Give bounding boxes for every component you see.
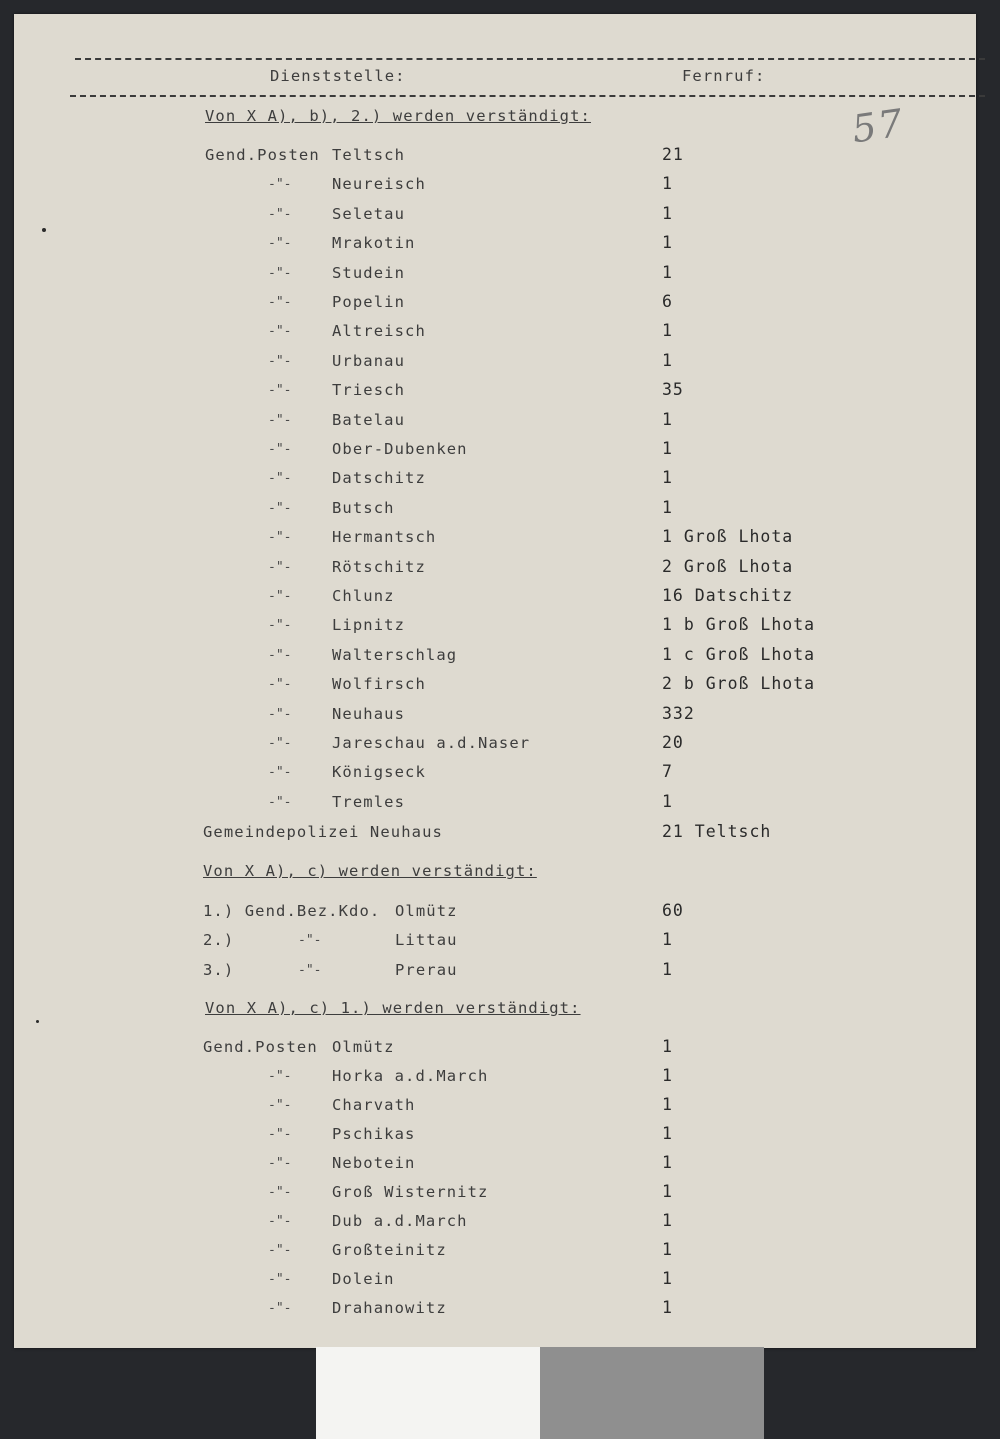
phone-number: 20	[662, 733, 684, 752]
ditto-mark: -"-	[268, 1156, 292, 1171]
phone-number: 1	[662, 351, 673, 370]
station-name: Mrakotin	[332, 234, 416, 252]
phone-number: 1	[662, 498, 673, 517]
ditto-mark: -"-	[268, 1243, 292, 1258]
station-name: Dub a.d.March	[332, 1212, 468, 1230]
ditto-mark: -"-	[268, 765, 292, 780]
phone-number: 35	[662, 380, 684, 399]
station-name: Olmütz	[332, 1038, 395, 1056]
station-name: Lipnitz	[332, 616, 406, 634]
ditto-mark: -"-	[268, 413, 292, 428]
top-rule	[75, 58, 985, 60]
unit-type-label: Gend.Posten	[203, 1038, 318, 1056]
station-name: Horka a.d.March	[332, 1067, 489, 1085]
phone-number: 1	[662, 1153, 673, 1172]
station-name: Datschitz	[332, 469, 426, 487]
section-heading: Von X A), c) 1.) werden verständigt:	[205, 999, 581, 1017]
phone-number: 7	[662, 762, 673, 781]
phone-number: 1	[662, 1182, 673, 1201]
phone-number: 6	[662, 292, 673, 311]
station-name: Rötschitz	[332, 558, 426, 576]
color-card-grey	[540, 1347, 764, 1439]
paper-speck	[36, 1020, 39, 1023]
phone-number: 1	[662, 1124, 673, 1143]
ditto-mark: -"-	[268, 471, 292, 486]
phone-number: 1	[662, 468, 673, 487]
ditto-mark: -"-	[268, 795, 292, 810]
ditto-mark: -"-	[268, 354, 292, 369]
ditto-mark: -"-	[268, 707, 292, 722]
phone-number: 16 Datschitz	[662, 586, 794, 605]
station-name: Batelau	[332, 411, 406, 429]
district-lead: 2.)	[203, 931, 235, 949]
document-page	[14, 14, 976, 1348]
phone-number: 2 b Groß Lhota	[662, 674, 816, 693]
ditto-mark: -"-	[268, 736, 292, 751]
phone-number: 1 Groß Lhota	[662, 527, 794, 546]
phone-number: 1	[662, 1037, 673, 1056]
ditto-mark: -"-	[268, 442, 292, 457]
header-dienststelle: Dienststelle:	[270, 67, 406, 85]
phone-number: 1	[662, 792, 673, 811]
ditto-mark: -"-	[268, 236, 292, 251]
phone-number: 2 Groß Lhota	[662, 557, 794, 576]
ditto-mark: -"-	[268, 324, 292, 339]
phone-number: 1	[662, 410, 673, 429]
section-heading: Von X A), b), 2.) werden verständigt:	[205, 107, 591, 125]
phone-number: 1	[662, 1298, 673, 1317]
station-name: Neuhaus	[332, 705, 406, 723]
ditto-mark: -"-	[268, 207, 292, 222]
ditto-mark: -"-	[268, 618, 292, 633]
header-rule	[70, 95, 985, 97]
district-name: Olmütz	[395, 902, 458, 920]
ditto-mark: -"-	[268, 1272, 292, 1287]
phone-number: 1	[662, 1095, 673, 1114]
phone-number: 1	[662, 233, 673, 252]
station-name: Popelin	[332, 293, 406, 311]
station-name: Charvath	[332, 1096, 416, 1114]
phone-number: 1	[662, 263, 673, 282]
ditto-mark: -"-	[268, 266, 292, 281]
phone-number: 21	[662, 145, 684, 164]
paper-speck	[42, 228, 46, 232]
ditto-mark: -"-	[268, 530, 292, 545]
header-fernruf: Fernruf:	[682, 67, 766, 85]
station-name: Neureisch	[332, 175, 426, 193]
trailer-name: Gemeindepolizei Neuhaus	[203, 823, 443, 841]
phone-number: 1	[662, 204, 673, 223]
ditto-mark: -"-	[268, 1098, 292, 1113]
ditto-mark: -"-	[268, 1127, 292, 1142]
district-name: Prerau	[395, 961, 458, 979]
phone-number: 332	[662, 704, 695, 723]
station-name: Butsch	[332, 499, 395, 517]
station-name: Ober-Dubenken	[332, 440, 468, 458]
station-name: Chlunz	[332, 587, 395, 605]
station-name: Großteinitz	[332, 1241, 447, 1259]
station-name: Walterschlag	[332, 646, 458, 664]
station-name: Urbanau	[332, 352, 406, 370]
district-name: Littau	[395, 931, 458, 949]
phone-number: 1	[662, 1211, 673, 1230]
ditto-mark: -"-	[268, 648, 292, 663]
ditto-mark: -"-	[268, 177, 292, 192]
ditto-mark: -"-	[268, 501, 292, 516]
ditto-mark: -"-	[268, 1301, 292, 1316]
station-name: Königseck	[332, 763, 426, 781]
station-name: Triesch	[332, 381, 406, 399]
station-name: Teltsch	[332, 146, 406, 164]
station-name: Tremles	[332, 793, 406, 811]
station-name: Pschikas	[332, 1125, 416, 1143]
color-card-white	[316, 1347, 540, 1439]
phone-number: 1 b Groß Lhota	[662, 615, 816, 634]
ditto-mark: -"-	[268, 383, 292, 398]
station-name: Nebotein	[332, 1154, 416, 1172]
phone-number: 1	[662, 1066, 673, 1085]
ditto-mark: -"-	[298, 963, 322, 978]
phone-number: 60	[662, 901, 684, 920]
unit-type-label: Gend.Posten	[205, 146, 320, 164]
station-name: Dolein	[332, 1270, 395, 1288]
phone-number: 1 c Groß Lhota	[662, 645, 816, 664]
ditto-mark: -"-	[298, 933, 322, 948]
station-name: Wolfirsch	[332, 675, 426, 693]
section-heading: Von X A), c) werden verständigt:	[203, 862, 537, 880]
station-name: Seletau	[332, 205, 406, 223]
phone-number: 1	[662, 1240, 673, 1259]
ditto-mark: -"-	[268, 295, 292, 310]
station-name: Hermantsch	[332, 528, 437, 546]
phone-number: 1	[662, 174, 673, 193]
phone-number: 1	[662, 321, 673, 340]
ditto-mark: -"-	[268, 1069, 292, 1084]
trailer-phone: 21 Teltsch	[662, 822, 772, 841]
station-name: Drahanowitz	[332, 1299, 447, 1317]
ditto-mark: -"-	[268, 677, 292, 692]
ditto-mark: -"-	[268, 1214, 292, 1229]
station-name: Groß Wisternitz	[332, 1183, 489, 1201]
district-lead: 1.) Gend.Bez.Kdo.	[203, 902, 381, 920]
pencil-page-number: 57	[849, 100, 908, 152]
phone-number: 1	[662, 439, 673, 458]
phone-number: 1	[662, 1269, 673, 1288]
station-name: Studein	[332, 264, 406, 282]
ditto-mark: -"-	[268, 589, 292, 604]
phone-number: 1	[662, 960, 673, 979]
ditto-mark: -"-	[268, 1185, 292, 1200]
district-lead: 3.)	[203, 961, 235, 979]
ditto-mark: -"-	[268, 560, 292, 575]
phone-number: 1	[662, 930, 673, 949]
station-name: Altreisch	[332, 322, 426, 340]
station-name: Jareschau a.d.Naser	[332, 734, 531, 752]
